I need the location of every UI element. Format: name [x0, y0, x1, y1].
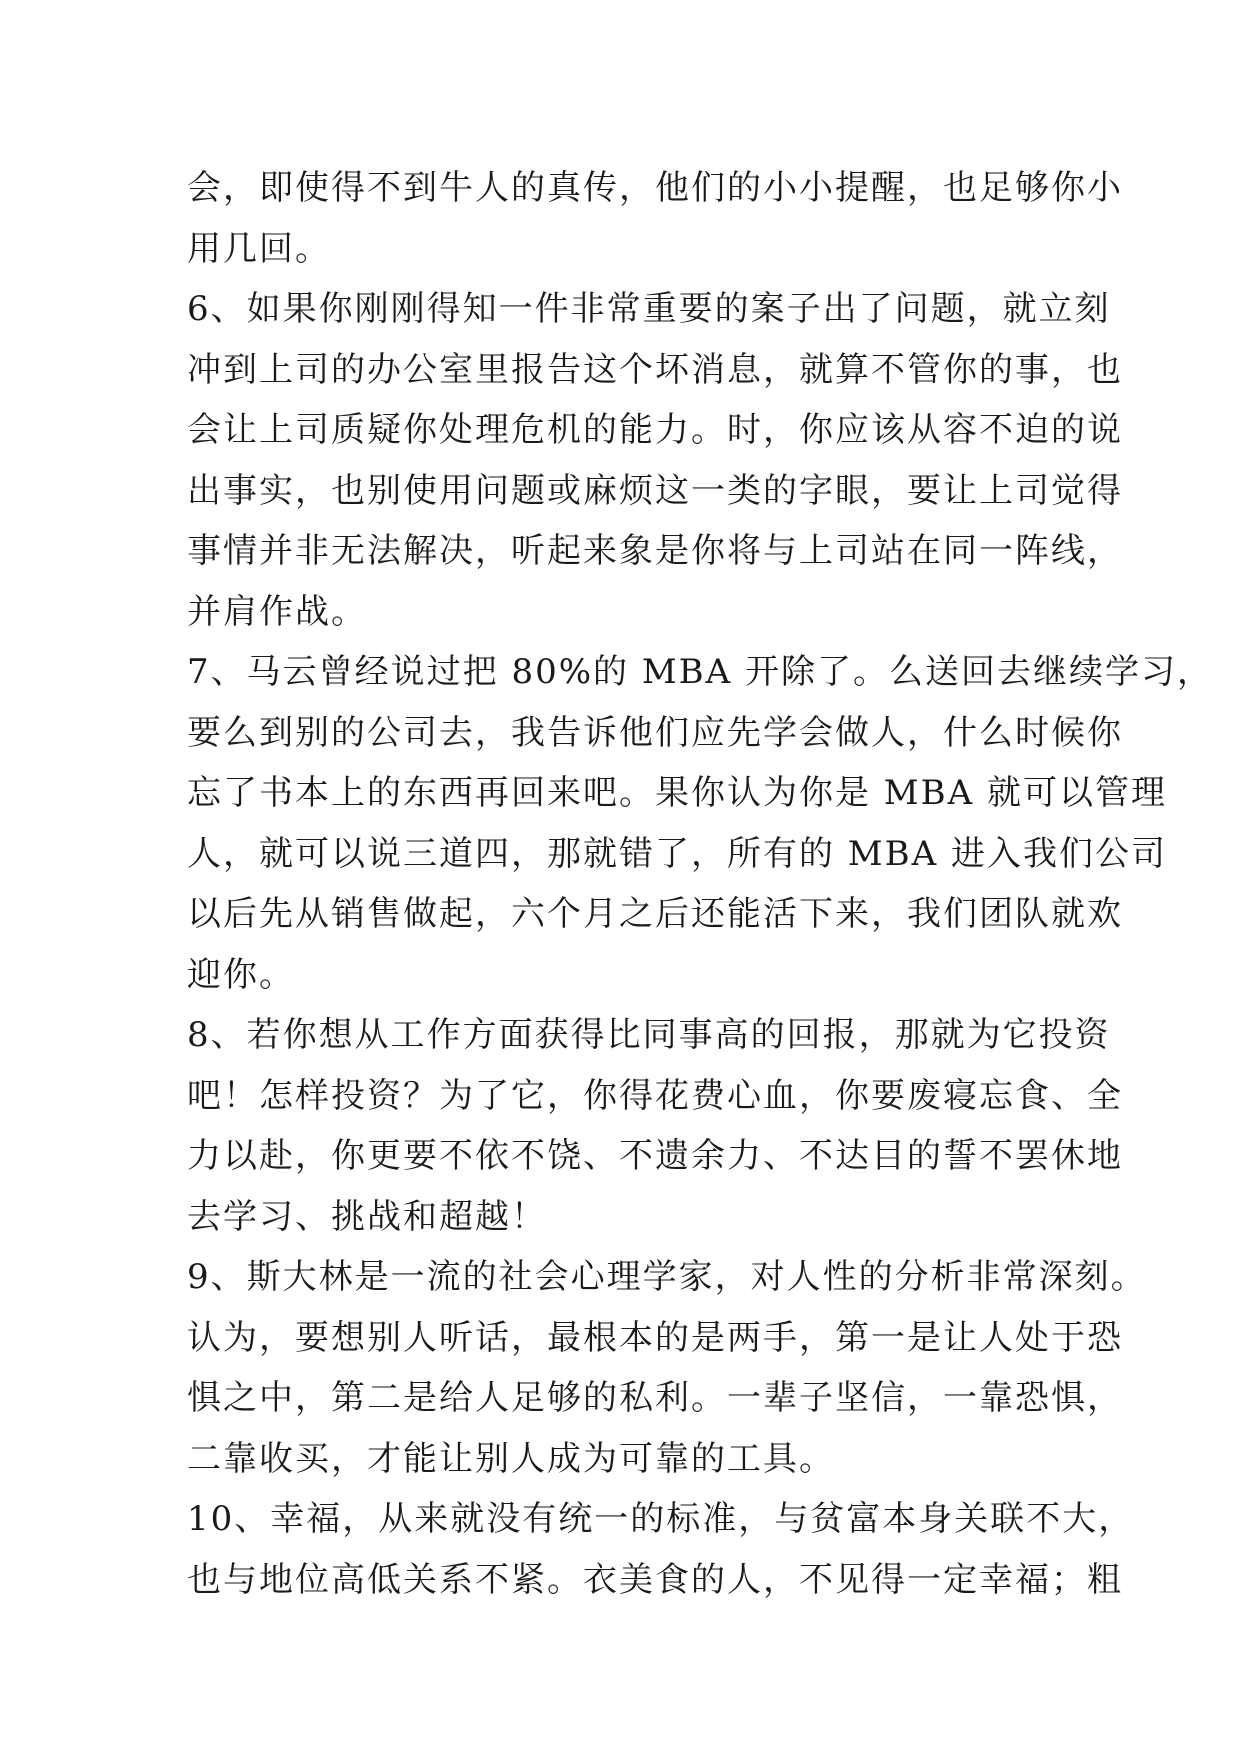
text-line: 10、幸福，从来就没有统一的标准，与贫富本身关联不大， — [187, 1499, 1135, 1539]
text-line: 6、如果你刚刚得知一件非常重要的案子出了问题，就立刻 — [187, 289, 1111, 329]
text-line: 会，即使得不到牛人的真传，他们的小小提醒，也足够你小 — [187, 168, 1123, 208]
text-line: 忘了书本上的东西再回来吧。果你认为你是 MBA 就可以管理 — [187, 773, 1167, 813]
text-line: 冲到上司的办公室里报告这个坏消息，就算不管你的事，也 — [187, 349, 1123, 390]
text-line: 人，就可以说三道四，那就错了，所有的 MBA 进入我们公司 — [187, 833, 1167, 874]
text-line: 用几回。 — [187, 228, 331, 269]
text-line: 去学习、挑战和超越！ — [187, 1196, 547, 1237]
text-line: 二靠收买，才能让别人成为可靠的工具。 — [187, 1438, 835, 1479]
text-line: 8、若你想从工作方面获得比同事高的回报，那就为它投资 — [187, 1015, 1111, 1055]
text-line: 也与地位高低关系不紧。衣美食的人，不见得一定幸福；粗 — [187, 1559, 1123, 1600]
text-line: 并肩作战。 — [187, 591, 367, 632]
text-line: 惧之中，第二是给人足够的私利。一辈子坚信，一靠恐惧， — [187, 1378, 1123, 1418]
text-line: 认为，要想别人听话，最根本的是两手，第一是让人处于恐 — [187, 1317, 1123, 1358]
body-text — [187, 158, 1213, 1610]
text-line: 吧！怎样投资？为了它，你得花费心血，你要废寝忘食、全 — [187, 1075, 1123, 1116]
text-line: 事情并非无法解决，听起来象是你将与上司站在同一阵线， — [187, 531, 1123, 571]
text-line: 要么到别的公司去，我告诉他们应先学会做人，什么时候你 — [187, 712, 1123, 753]
text-line: 7、马云曾经说过把 80%的 MBA 开除了。么送回去继续学习， — [187, 652, 1213, 692]
text-line: 迎你。 — [187, 954, 295, 995]
text-line: 会让上司质疑你处理危机的能力。时，你应该从容不迫的说 — [187, 410, 1123, 450]
text-line: 9、斯大林是一流的社会心理学家，对人性的分析非常深刻。 — [187, 1257, 1147, 1297]
text-line: 以后先从销售做起，六个月之后还能活下来，我们团队就欢 — [187, 894, 1123, 934]
text-line: 力以赴，你更要不依不饶、不遗余力、不达目的誓不罢休地 — [187, 1136, 1123, 1176]
text-line: 出事实，也别使用问题或麻烦这一类的字眼，要让上司觉得 — [187, 470, 1123, 511]
